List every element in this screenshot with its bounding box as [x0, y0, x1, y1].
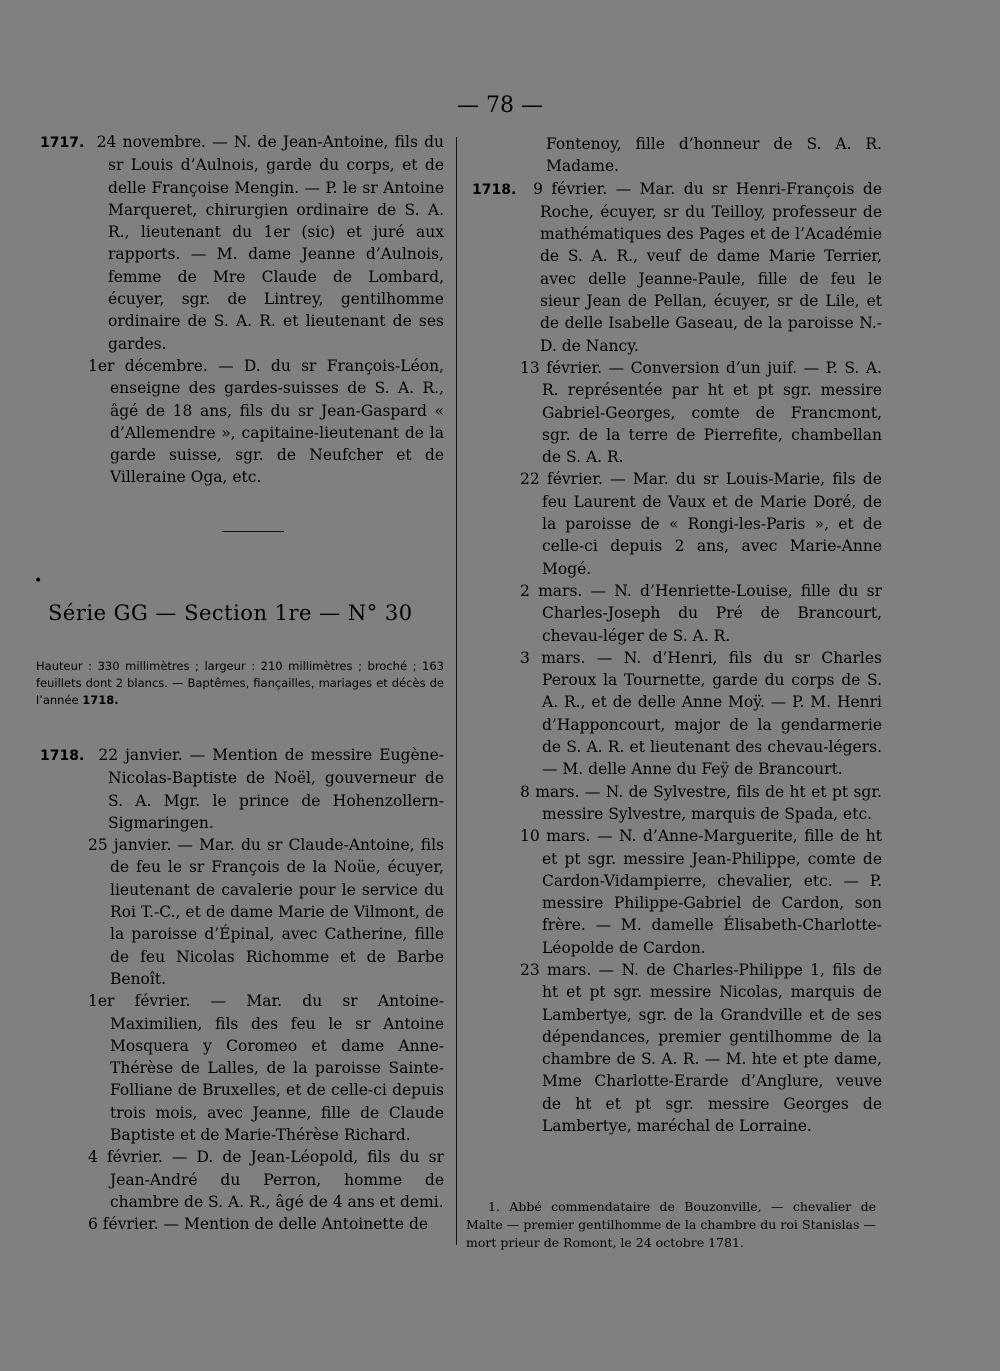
description-year: 1718.: [82, 693, 119, 707]
entry-sub: 1er février. — Mar. du sr Antoine-Maximilien, fils des feu le sr Antoine Mosquera y Coromeo et dame Anne-Thérèse de Lalles, de la paroisse Sainte-Folliane de Bruxelles, et de celle-ci depuis trois mois, avec Jeanne, fille de Claude Baptiste et de Marie-Thérèse Richard.: [88, 992, 444, 1145]
entry-sub: 4 février. — D. de Jean-Léopold, fils du sr Jean-André du Perron, homme de chambre de S. A. R., âgé de 4 ans et demi.: [88, 1148, 444, 1211]
year-label: 1718.: [40, 748, 85, 764]
footnote-text: 1. Abbé commendataire de Bouzonville, — chevalier de Malte — premier gentilhomme de la chambre du roi Stanislas — mort prieur de Romont, le 24 octobre 1781.: [466, 1199, 876, 1250]
series-description: [36, 658, 444, 709]
entry-sub: 2 mars. — N. d’Henriette-Louise, fille du sr Charles-Joseph du Pré de Brancourt, chevau-léger de S. A. R.: [520, 581, 882, 645]
entry-1718-second: [472, 178, 882, 357]
year-label: 1717.: [40, 135, 85, 151]
entry-sub: 1er décembre. — D. du sr François-Léon, enseigne des gardes-suisses de S. A. R., âgé de 18 ans, fils du sr Jean-Gaspard « d’Allemendre », capitaine-lieutenant de la garde suisse, sgr. de Neufcher et de Villeraine Oga, etc.: [88, 356, 444, 487]
entry-1718-first: [40, 744, 444, 834]
entry-sub: 13 février. — Conversion d’un juif. — P. S. A. R. représentée par ht et pt sgr. messire Gabriel-Georges, comte de Francmont, sgr. de la terre de Pierrefite, chambellan de S. A. R.: [520, 358, 882, 467]
entry-continuation: Fontenoy, fille d’honneur de S. A. R. Madame.: [546, 135, 882, 176]
entry-sub: 10 mars. — N. d’Anne-Marguerite, fille de ht et pt sgr. messire Jean-Philippe, comte de Cardon-Vidampierre, chevalier, etc. — P. messire Philippe-Gabriel de Cardon, son frère. — M. damelle Élisabeth-Charlotte-Léopolde de Cardon.: [520, 827, 882, 957]
entry-sub: 23 mars. — N. de Charles-Philippe 1, fils de ht et pt sgr. messire Nicolas, marquis de Lambertye, sgr. de la Grandville et de ses dépendances, premier gentilhomme de la chambre de S. A. R. — M. hte et pte dame, Mme Charlotte-Erarde d’Anglure, veuve de ht et pt sgr. messire Georges de Lambertye, maréchal de Lorraine.: [520, 960, 882, 1136]
footnote: [466, 1198, 876, 1252]
left-column-bottom: [40, 744, 444, 1236]
margin-dot: •: [34, 573, 43, 589]
page-number: — 78 —: [457, 93, 543, 118]
series-heading: Série GG — Section 1re — N° 30: [48, 601, 413, 625]
entry-sub: 8 mars. — N. de Sylvestre, fils de ht et pt sgr. messire Sylvestre, marquis de Spada, etc.: [520, 782, 882, 823]
column-divider: [456, 137, 457, 1245]
right-column: [472, 133, 882, 1137]
entry-text: 24 novembre. — N. de Jean-Antoine, fils du sr Louis d’Aulnois, garde du corps, et de delle Françoise Mengin. — P. le sr Antoine Marqueret, chirurgien ordinaire de S. A. R., lieutenant du 1er (sic) et juré aux rapports. — M. dame Jeanne d’Aulnois, femme de Mre Claude de Lombard, écuyer, sgr. de Lintrey, gentilhomme ordinaire de S. A. R. et lieutenant de ses gardes.: [96, 133, 444, 353]
entry-text: 22 janvier. — Mention de messire Eugène-Nicolas-Baptiste de Noël, gouverneur de S. A. Mgr. le prince de Hohenzollern-Sigmaringen.: [98, 746, 445, 832]
entry-sub: 22 février. — Mar. du sr Louis-Marie, fils de feu Laurent de Vaux et de Marie Doré, de la paroisse de « Rongi-les-Paris », et de celle-ci depuis 2 ans, avec Marie-Anne Mogé.: [520, 470, 882, 578]
entry-sub: 25 janvier. — Mar. du sr Claude-Antoine, fils de feu le sr François de la Noüe, écuyer, lieutenant de cavalerie pour le service du Roi T.-C., et de dame Marie de Vilmont, de la paroisse d’Épinal, avec Catherine, fille de feu Nicolas Richomme et de Barbe Benoît.: [88, 836, 444, 988]
year-label: 1718.: [472, 181, 517, 198]
description-text: Hauteur : 330 millimètres ; largeur : 210 millimètres ; broché ; 163 feuillets dont 2 blancs. — Baptêmes, fiançailles, mariages et décès de l’année: [36, 659, 444, 707]
left-column-top: [40, 131, 444, 489]
section-rule: [222, 531, 284, 532]
entry-1717: [40, 131, 444, 355]
entry-sub: 6 février. — Mention de delle Antoinette de: [88, 1215, 429, 1234]
entry-text: 9 février. — Mar. du sr Henri-François de Roche, écuyer, sr du Teilloy, professeur de mathématiques des Pages et de l’Académie de S. A. R., veuf de dame Marie Terrier, avec delle Jeanne-Paule, fille de feu le sieur Jean de Pellan, écuyer, sr de Lile, et de delle Isabelle Gaseau, de la paroisse N.-D. de Nancy.: [533, 179, 882, 355]
entry-sub: 3 mars. — N. d’Henri, fils du sr Charles Peroux la Tournette, garde du corps de S. A. R., et de delle Anne Moÿ. — P. M. Henri d’Happoncourt, major de la gendarmerie de S. A. R. et lieutenant des chevau-légers. — M. delle Anne du Feÿ de Brancourt.: [520, 648, 882, 779]
